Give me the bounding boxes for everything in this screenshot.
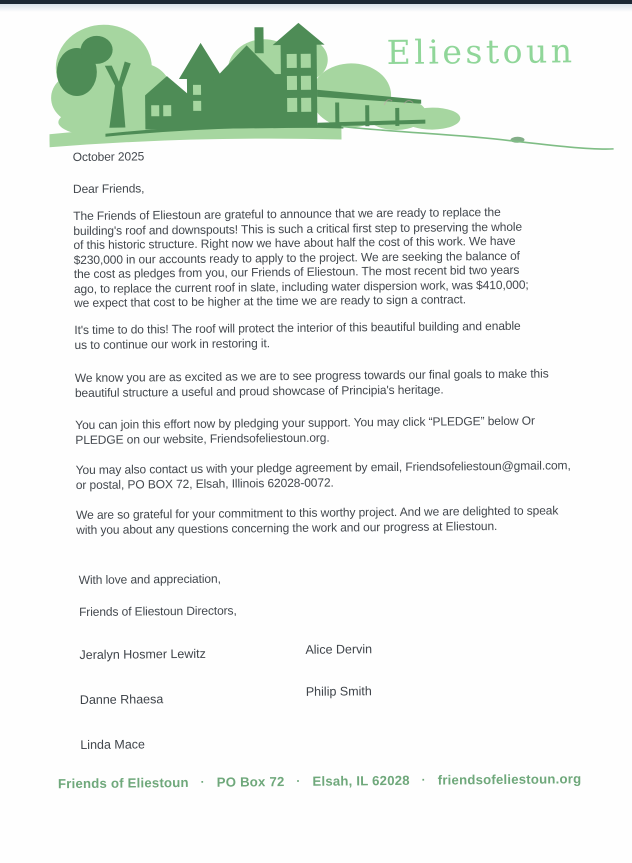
dot-separator-icon: ·	[296, 773, 301, 788]
signature-name: Danne Rhaesa	[79, 692, 164, 708]
salutation: Dear Friends,	[72, 181, 145, 197]
footer-location: Elsah, IL 62028	[312, 772, 410, 789]
signature-name: Linda Mace	[80, 737, 146, 753]
signoff-line: Friends of Eliestoun Directors,	[78, 603, 237, 620]
paragraph: We are so grateful for your commitment to this worthy project. And we are delighted to speak with you about any questions concerning the work and our progress at Eliestoun.	[76, 503, 559, 537]
paragraph: You can join this effort now by pledging your support. You may click “PLEDGE” below Or PLEDGE on our website, Friendsofeliestoun.org.	[75, 413, 535, 447]
signature-name: Philip Smith	[305, 684, 372, 699]
footer-website: friendsofeliestoun.org	[437, 771, 582, 788]
letterhead-footer	[4, 771, 632, 792]
letter-date: October 2025	[72, 149, 145, 165]
paragraph: It's time to do this! The roof will protect the interior of this beautiful building and enable us to continue our work in restoring it.	[74, 318, 521, 352]
faint-pencil-marks	[380, 95, 422, 109]
paragraph: You may also contact us with your pledge agreement by email, Friendsofeliestoun@gmail.com, or postal, PO BOX 72, Elsah, Illinois 62028-0072.	[75, 458, 571, 492]
signature-name: Jeralyn Hosmer Lewitz	[79, 646, 206, 663]
closing-line: With love and appreciation,	[78, 571, 221, 588]
signature-name: Alice Dervin	[305, 642, 373, 657]
paragraph: We know you are as excited as we are to see progress towards our final goals to make this beautiful structure a useful and proud showcase of Principia's heritage.	[74, 366, 549, 400]
dot-separator-icon: ·	[200, 774, 205, 789]
footer-org-name: Friends of Eliestoun	[57, 774, 189, 792]
eliestoun-wordmark: Eliestoun	[386, 31, 576, 73]
footer-po-box: PO Box 72	[216, 774, 285, 790]
paragraph: The Friends of Eliestoun are grateful to announce that we are ready to replace the building's roof and downspouts! This is such a critical first step to preserving the whole of this historic structure. Right now we have about half the cost of this work. We have $230,000 in our accounts ready to apply to the project. We are seeking the balance of the cost as pledges from you, our Friends of Eliestoun. The most recent bid two years ago, to replace the current roof in slate, including water dispersion work, was $410,000; we expect that cost to be higher at the time we are ready to sign a contract.	[73, 204, 529, 311]
dot-separator-icon: ·	[421, 772, 426, 787]
